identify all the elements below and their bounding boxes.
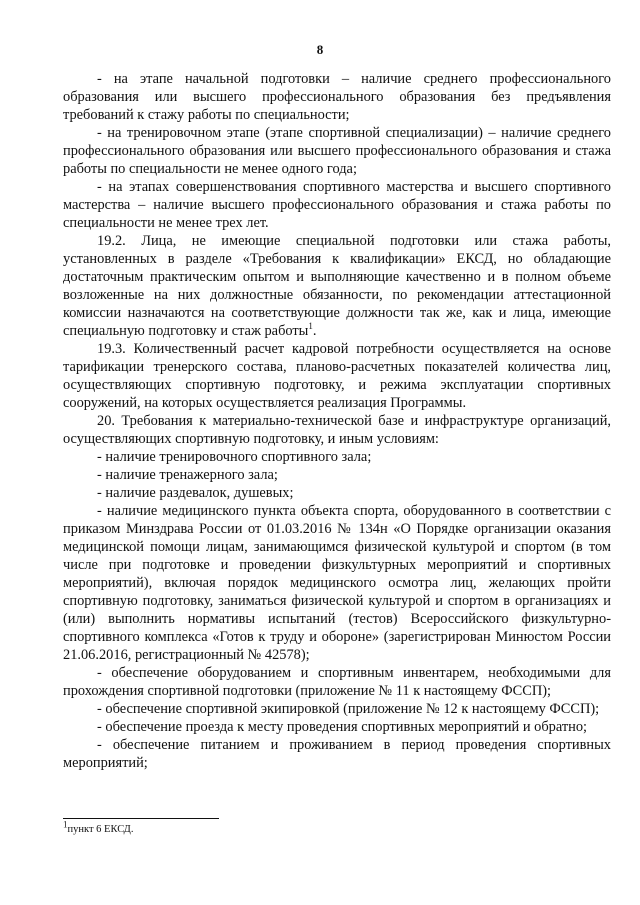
footnote-text: пункт 6 ЕКСД. <box>67 824 134 835</box>
paragraph-19-2-text: 19.2. Лица, не имеющие специальной подготовки или стажа работы, установленных в разделе «Требования к квалификации» ЕКСД, но обладающие достаточным практическим опытом и выполняющие качественно и в полном объеме возложенные на них должностные обязанности, по рекомендации аттестационной комиссии назначаются на соответствующие должности так же, как и лица, имеющие специальную подготовку и стаж работы <box>63 233 611 339</box>
list-item-medical-unit: - наличие медицинского пункта объекта спорта, оборудованного в соответствии с приказом Минздрава России от 01.03.2016 № 134н «О Порядке организации оказания медицинской помощи лицам, занимающимся физической культурой и спортом (в том числе при подготовке и проведении физкультурных мероприятий и спортивных мероприятий), включая порядок медицинского осмотра лиц, желающих пройти спортивную подготовку, заниматься физической культурой и спортом в организациях и (или) выполнить нормативы испытаний (тестов) Всероссийского физкультурно-спортивного комплекса «Готов к труду и обороне» (зарегистрирован Минюстом России 21.06.2016, регистрационный № 42578); <box>63 503 611 663</box>
footnote <box>63 819 134 837</box>
paragraph-20: 20. Требования к материально-технической базе и инфраструктуре организаций, осуществляющих спортивную подготовку, и иным условиям: <box>63 413 611 447</box>
list-item-outfit: - обеспечение спортивной экипировкой (приложение № 12 к настоящему ФССП); <box>97 701 600 717</box>
paragraph-training-stage: - на тренировочном этапе (этапе спортивной специализации) – наличие среднего профессионального образования или высшего профессионального образования и стажа работы по специальности не менее одного года; <box>63 125 611 177</box>
list-item-equipment: - обеспечение оборудованием и спортивным инвентарем, необходимыми для прохождения спортивной подготовки (приложение № 11 к настоящему ФССП); <box>63 665 611 699</box>
paragraph-19-3: 19.3. Количественный расчет кадровой потребности осуществляется на основе тарификации тренерского состава, планово-расчетных показателей количества лиц, осуществляющих спортивную подготовку, и режима эксплуатации спортивных сооружений, на которых осуществляется реализация Программы. <box>63 341 611 411</box>
list-item-food-lodging: - обеспечение питанием и проживанием в период проведения спортивных мероприятий; <box>63 737 611 771</box>
list-item-locker-rooms: - наличие раздевалок, душевых; <box>97 485 294 501</box>
list-item-training-hall: - наличие тренировочного спортивного зала; <box>97 449 372 465</box>
footnote-marker: 1 <box>63 819 68 830</box>
document-body <box>63 70 611 772</box>
list-item-gym: - наличие тренажерного зала; <box>97 467 278 483</box>
page-number: 8 <box>316 42 324 57</box>
footnote-reference: 1 <box>308 321 313 332</box>
list-item-travel: - обеспечение проезда к месту проведения спортивных мероприятий и обратно; <box>97 719 588 735</box>
paragraph-19-2: 19.2. Лица, не имеющие специальной подготовки или стажа работы, установленных в разделе «Требования к квалификации» ЕКСД, но обладающие достаточным практическим опытом и выполняющие качественно и в полном объеме возложенные на них должностные обязанности, по рекомендации аттестационной комиссии назначаются на соответствующие должности так же, как и лица, имеющие специальную подготовку и стаж работы$^1$. <box>63 233 611 339</box>
footnote-divider <box>63 818 219 819</box>
paragraph-initial-stage: - на этапе начальной подготовки – наличие среднего профессионального образования или высшего профессионального образования без предъявления требований к стажу работы по специальности; <box>63 71 611 123</box>
paragraph-mastery-stage: - на этапах совершенствования спортивного мастерства и высшего спортивного мастерства – наличие высшего профессионального образования и стажа работы по специальности не менее трех лет. <box>63 179 611 231</box>
